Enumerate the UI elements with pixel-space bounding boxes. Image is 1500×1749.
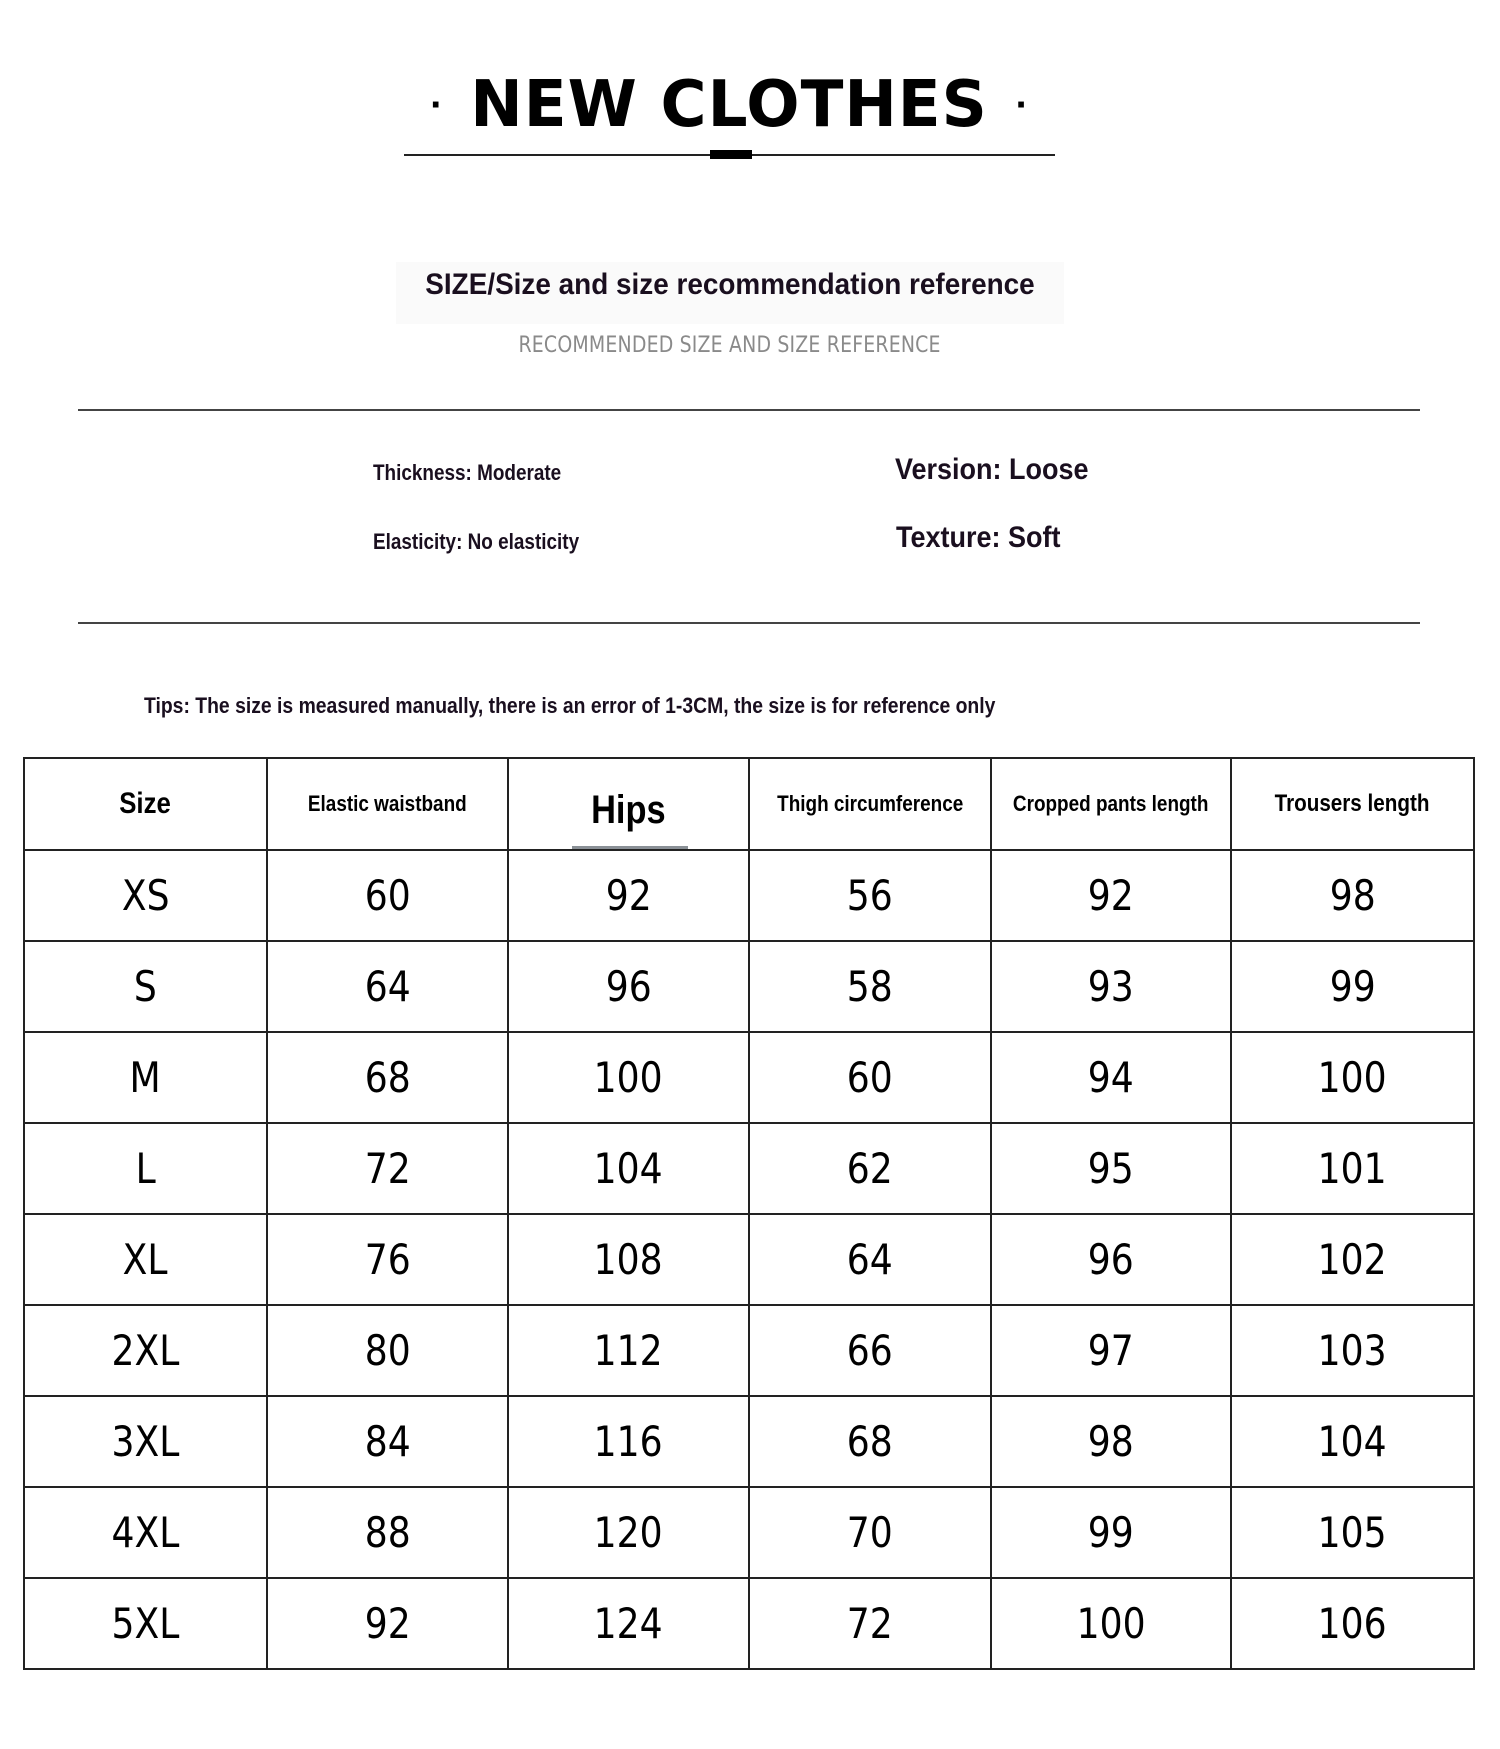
cell-value: 2XL: [111, 1326, 180, 1375]
table-cell-cropped-pants-length: [991, 1214, 1231, 1305]
cell-value: 99: [1329, 962, 1376, 1011]
cell-value: 120: [594, 1508, 663, 1557]
table-cell-size: [24, 1123, 267, 1214]
cell-value: 62: [847, 1144, 893, 1193]
cell-value: 4XL: [111, 1508, 180, 1557]
cell-value: 99: [1088, 1508, 1134, 1557]
cell-value: 92: [605, 871, 652, 920]
cell-value: 124: [594, 1599, 663, 1648]
cell-value: 76: [364, 1235, 411, 1284]
column-header-label: Cropped pants length: [1013, 791, 1209, 816]
table-cell-thigh-circumference: [749, 1214, 991, 1305]
cell-value: XS: [121, 871, 170, 920]
cell-value: 97: [1088, 1326, 1134, 1375]
table-cell-thigh-circumference: [749, 1487, 991, 1578]
cell-value: 96: [605, 962, 652, 1011]
cell-value: 104: [594, 1144, 663, 1193]
table-cell-elastic-waistband: [267, 1396, 508, 1487]
attribute-version: Version: Loose: [895, 453, 1089, 486]
table-header-row: [24, 758, 1474, 850]
cell-value: 98: [1329, 871, 1376, 920]
table-cell-hips: [508, 941, 749, 1032]
column-header-label: Hips: [591, 787, 666, 832]
cell-value: 64: [364, 962, 411, 1011]
cell-value: 94: [1088, 1053, 1134, 1102]
table-row: [24, 1578, 1474, 1669]
table-cell-cropped-pants-length: [991, 1396, 1231, 1487]
cell-value: 84: [364, 1417, 411, 1466]
table-cell-hips: [508, 1214, 749, 1305]
table-row: [24, 1214, 1474, 1305]
cell-value: 101: [1318, 1144, 1387, 1193]
cell-value: 80: [364, 1326, 411, 1375]
title-text: NEW CLOTHES: [470, 68, 989, 142]
cell-value: 64: [847, 1235, 893, 1284]
cell-value: 92: [1088, 871, 1134, 920]
table-cell-hips: [508, 1123, 749, 1214]
table-row: [24, 1305, 1474, 1396]
table-cell-cropped-pants-length: [991, 1305, 1231, 1396]
table-cell-cropped-pants-length: [991, 1032, 1231, 1123]
table-cell-trousers-length: [1231, 1305, 1474, 1396]
measurement-tips: Tips: The size is measured manually, there is an error of 1-3CM, the size is for reference only: [144, 693, 996, 718]
cell-value: 102: [1318, 1235, 1387, 1284]
cell-value: 72: [364, 1144, 411, 1193]
cell-value: 5XL: [111, 1599, 180, 1648]
column-header-label: Elastic waistband: [308, 791, 467, 816]
table-cell-hips: [508, 850, 749, 941]
cell-value: 116: [594, 1417, 663, 1466]
table-row: [24, 941, 1474, 1032]
cell-value: L: [135, 1144, 156, 1193]
size-reference-heading: SIZE/Size and size recommendation reference: [425, 268, 1035, 301]
cell-value: 98: [1088, 1417, 1134, 1466]
attribute-elasticity: Elasticity: No elasticity: [373, 529, 580, 554]
table-cell-thigh-circumference: [749, 850, 991, 941]
table-cell-trousers-length: [1231, 1487, 1474, 1578]
page-title: [404, 60, 1055, 150]
table-cell-size: [24, 1578, 267, 1669]
table-cell-trousers-length: [1231, 850, 1474, 941]
title-bullet-right: ·: [1015, 83, 1029, 127]
attribute-texture: Texture: Soft: [896, 521, 1061, 554]
table-cell-cropped-pants-length: [991, 941, 1231, 1032]
table-row: [24, 1032, 1474, 1123]
size-reference-subheading: RECOMMENDED SIZE AND SIZE REFERENCE: [518, 333, 941, 358]
table-cell-elastic-waistband: [267, 850, 508, 941]
cell-value: 106: [1318, 1599, 1387, 1648]
table-cell-size: [24, 941, 267, 1032]
table-cell-trousers-length: [1231, 1578, 1474, 1669]
table-cell-size: [24, 1032, 267, 1123]
table-cell-cropped-pants-length: [991, 1487, 1231, 1578]
table-row: [24, 1487, 1474, 1578]
cell-value: 60: [847, 1053, 893, 1102]
cell-value: 103: [1318, 1326, 1387, 1375]
table-cell-elastic-waistband: [267, 1305, 508, 1396]
cell-value: 95: [1088, 1144, 1134, 1193]
column-header-label: Trousers length: [1275, 790, 1430, 817]
cell-value: 66: [847, 1326, 893, 1375]
table-cell-trousers-length: [1231, 1214, 1474, 1305]
table-cell-elastic-waistband: [267, 941, 508, 1032]
table-cell-hips: [508, 1396, 749, 1487]
table-cell-trousers-length: [1231, 941, 1474, 1032]
table-cell-cropped-pants-length: [991, 1123, 1231, 1214]
table-cell-cropped-pants-length: [991, 850, 1231, 941]
column-header-size: [24, 758, 267, 850]
table-cell-elastic-waistband: [267, 1032, 508, 1123]
table-cell-trousers-length: [1231, 1396, 1474, 1487]
cell-value: 104: [1318, 1417, 1387, 1466]
cell-value: S: [134, 962, 157, 1011]
table-cell-hips: [508, 1487, 749, 1578]
title-bullet-left: ·: [430, 83, 444, 127]
table-cell-thigh-circumference: [749, 1578, 991, 1669]
cell-value: 60: [364, 871, 411, 920]
table-cell-size: [24, 850, 267, 941]
column-header-trousers-length: [1231, 758, 1474, 850]
cell-value: 72: [847, 1599, 893, 1648]
cell-value: XL: [123, 1235, 168, 1284]
column-header-label: Size: [119, 787, 172, 820]
table-cell-hips: [508, 1305, 749, 1396]
cell-value: 100: [594, 1053, 663, 1102]
cell-value: 105: [1318, 1508, 1387, 1557]
cell-value: 100: [1318, 1053, 1387, 1102]
table-cell-thigh-circumference: [749, 941, 991, 1032]
divider-top: [78, 409, 1420, 411]
table-cell-thigh-circumference: [749, 1123, 991, 1214]
table-cell-size: [24, 1305, 267, 1396]
cell-value: 88: [364, 1508, 411, 1557]
column-header-label: Thigh circumference: [776, 791, 964, 816]
table-row: [24, 1123, 1474, 1214]
cell-value: 58: [847, 962, 893, 1011]
table-cell-cropped-pants-length: [991, 1578, 1231, 1669]
table-cell-elastic-waistband: [267, 1578, 508, 1669]
cell-value: M: [129, 1053, 162, 1102]
hips-header-underline: [572, 846, 688, 849]
cell-value: 3XL: [111, 1417, 180, 1466]
table-cell-hips: [508, 1032, 749, 1123]
table-cell-thigh-circumference: [749, 1396, 991, 1487]
cell-value: 70: [847, 1508, 893, 1557]
divider-bottom: [78, 622, 1420, 624]
table-cell-trousers-length: [1231, 1123, 1474, 1214]
column-header-thigh-circumference: [749, 758, 991, 850]
table-row: [24, 1396, 1474, 1487]
table-row: [24, 850, 1474, 941]
cell-value: 112: [594, 1326, 663, 1375]
cell-value: 96: [1088, 1235, 1134, 1284]
table-cell-thigh-circumference: [749, 1032, 991, 1123]
attribute-thickness: Thickness: Moderate: [373, 460, 562, 485]
cell-value: 100: [1076, 1599, 1146, 1648]
title-underline-accent: [710, 150, 752, 159]
column-header-hips: [508, 758, 749, 850]
table-cell-size: [24, 1396, 267, 1487]
table-cell-elastic-waistband: [267, 1487, 508, 1578]
cell-value: 93: [1088, 962, 1134, 1011]
table-cell-size: [24, 1487, 267, 1578]
table-cell-elastic-waistband: [267, 1123, 508, 1214]
cell-value: 92: [364, 1599, 411, 1648]
table-cell-size: [24, 1214, 267, 1305]
column-header-elastic-waistband: [267, 758, 508, 850]
cell-value: 108: [594, 1235, 663, 1284]
table-cell-trousers-length: [1231, 1032, 1474, 1123]
table-cell-elastic-waistband: [267, 1214, 508, 1305]
size-chart-table: [23, 757, 1475, 1670]
column-header-cropped-pants-length: [991, 758, 1231, 850]
cell-value: 56: [847, 871, 893, 920]
cell-value: 68: [364, 1053, 411, 1102]
table-cell-thigh-circumference: [749, 1305, 991, 1396]
cell-value: 68: [847, 1417, 893, 1466]
table-cell-hips: [508, 1578, 749, 1669]
